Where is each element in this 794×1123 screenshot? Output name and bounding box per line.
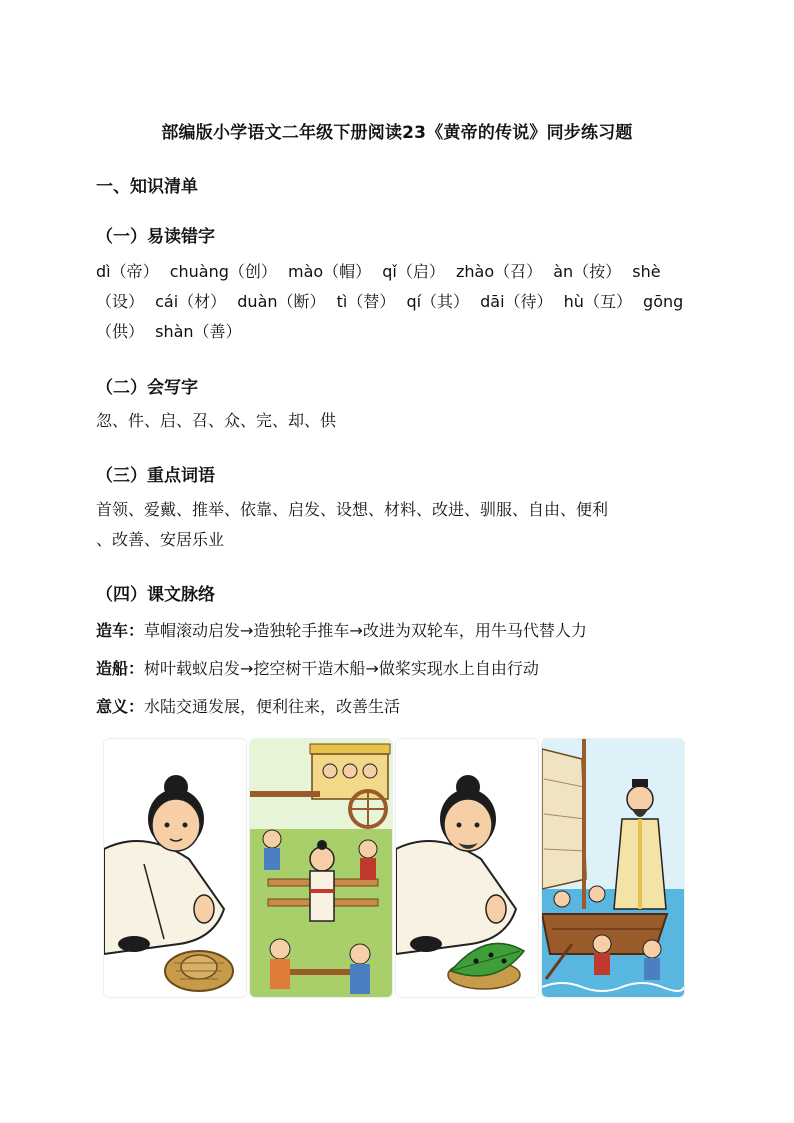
characters-list: 忽、件、启、召、众、完、却、供 <box>96 411 337 430</box>
page-title: 部编版小学语文二年级下册阅读23《黄帝的传说》同步练习题 <box>161 123 633 143</box>
outline-text: 草帽滚动启发→造独轮手推车→改进为双轮车，用牛马代替人力 <box>144 621 587 640</box>
subheading-writing: （二）会写字 <box>96 378 198 398</box>
pinyin-row-1 <box>96 257 706 287</box>
pinyin-item: gōng <box>643 292 684 311</box>
pinyin-item: tì（替） <box>336 292 396 311</box>
section-heading-knowledge: 一、知识清单 <box>96 177 198 197</box>
pinyin-item: （设） <box>96 292 145 311</box>
illustration-boat <box>541 738 685 998</box>
subheading-pinyin: （一）易读错字 <box>96 227 215 247</box>
pinyin-item: cái（材） <box>155 292 227 311</box>
outline-text: 水陆交通发展，便利往来，改善生活 <box>144 697 401 716</box>
outline-label: 造船： <box>96 659 145 678</box>
pinyin-row-3 <box>96 317 706 347</box>
pinyin-item: zhào（召） <box>455 262 543 281</box>
pinyin-item: qí（其） <box>406 292 470 311</box>
outline-label: 造车： <box>96 621 145 640</box>
key-words-line-2: 、改善、安居乐业 <box>96 530 225 549</box>
illustration-straw-hat <box>103 738 247 998</box>
pinyin-item: mào（帽） <box>287 262 372 281</box>
pinyin-row-2 <box>96 287 706 317</box>
pinyin-item: qǐ（启） <box>382 262 445 281</box>
pinyin-item: （供） <box>96 322 145 341</box>
key-words-line-1: 首领、爱戴、推举、依靠、启发、设想、材料、改进、驯服、自由、便利 <box>96 500 609 519</box>
illustration-cart-building <box>249 738 393 998</box>
pinyin-item: chuàng（创） <box>169 262 277 281</box>
outline-row-meaning <box>96 694 400 717</box>
illustration-leaf-ants <box>395 738 539 998</box>
illustration-strip <box>103 738 689 996</box>
outline-label: 意义： <box>96 697 145 716</box>
pinyin-item: hù（互） <box>563 292 632 311</box>
boat-scene <box>542 739 684 997</box>
key-words <box>96 495 706 555</box>
outline-row-boat <box>96 656 539 679</box>
pinyin-item: duàn（断） <box>237 292 326 311</box>
outline-text: 树叶载蚁启发→挖空树干造木船→做桨实现水上自由行动 <box>144 659 539 678</box>
pinyin-item: shè <box>632 262 661 281</box>
leaf-ants-scene <box>396 739 538 997</box>
cart-building-scene <box>250 739 392 997</box>
straw-hat-scene <box>104 739 246 997</box>
pinyin-item: shàn（善） <box>155 322 242 341</box>
subheading-outline: （四）课文脉络 <box>96 585 215 605</box>
subheading-key-words: （三）重点词语 <box>96 466 215 486</box>
pinyin-block <box>96 257 706 347</box>
pinyin-item: dāi（待） <box>480 292 553 311</box>
outline-row-cart <box>96 618 587 641</box>
pinyin-item: dì（帝） <box>96 262 159 281</box>
pinyin-item: àn（按） <box>553 262 622 281</box>
